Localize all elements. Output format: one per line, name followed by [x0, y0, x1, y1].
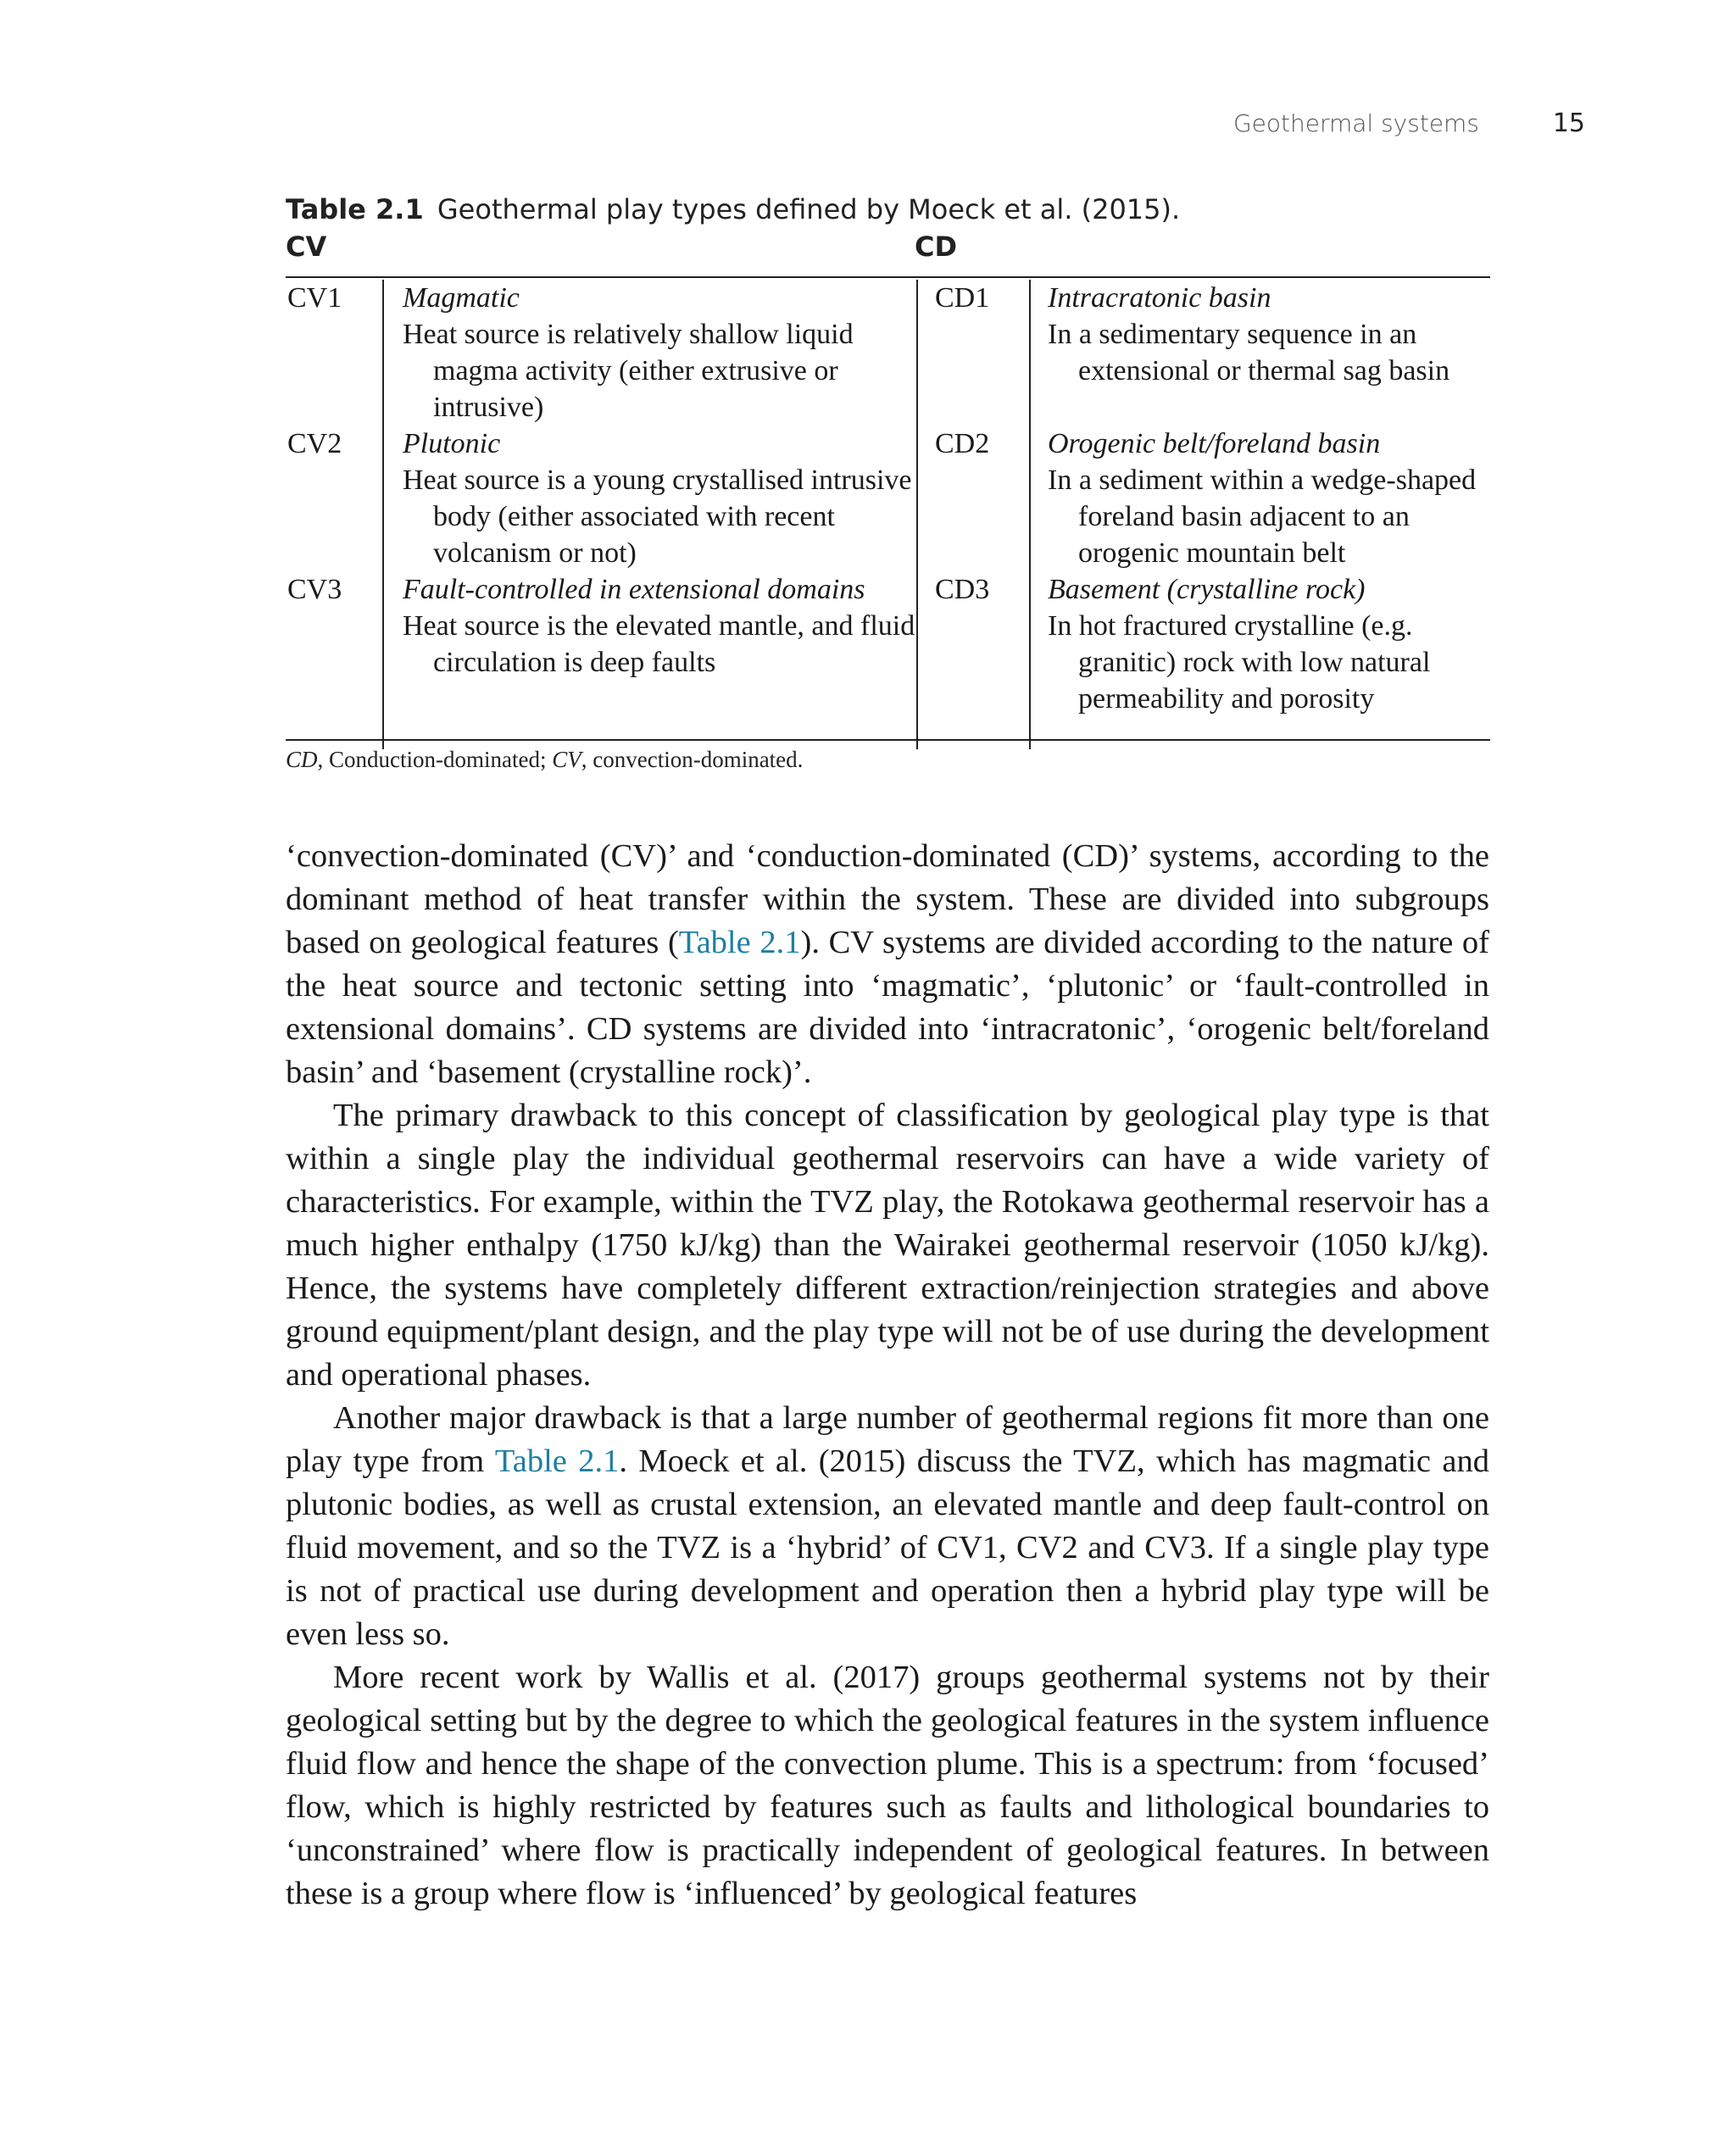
cd-code: CD2: [917, 425, 1030, 571]
cv-cell: [383, 280, 917, 425]
cd-code: CD1: [917, 280, 1030, 425]
cd-code: CD3: [917, 571, 1030, 749]
cv-title: Plutonic: [403, 428, 501, 459]
cv-description: Heat source is relatively shallow liquid magma activity (either extrusive or intrusive): [403, 319, 854, 423]
table-caption: [286, 193, 1180, 225]
paragraph-1-text-b: ). CV systems are divided according to the nature of the heat source and tectonic setting into ‘magmatic’, ‘plutonic’ or ‘fault-controlled in extensional domains’. CD systems are divided into ‘intracratonic’, ‘orogenic belt/foreland basin’ and ‘basement (crystalline rock)’.: [286, 925, 1490, 1090]
running-head: [1233, 108, 1585, 138]
footnote-cv-abbr: CV: [552, 747, 581, 772]
cd-title: Basement (crystalline rock): [1048, 574, 1366, 605]
cv-description: Heat source is a young crystallised intrusive body (either associated with recent volcanism or not): [403, 464, 912, 569]
cv-code: CV2: [287, 428, 342, 459]
paragraph-3: [286, 1397, 1489, 1656]
cv-code: CV1: [287, 282, 342, 314]
table-caption-text: Geothermal play types defined by Moeck et al. (2015).: [437, 193, 1181, 225]
table-caption-label: Table 2.1: [286, 193, 424, 225]
table-2-1-link[interactable]: Table 2.1: [678, 925, 801, 960]
paragraph-4: More recent work by Wallis et al. (2017) groups geothermal systems not by their geological setting but by the degree to which the geological features in the system influence fluid flow and hence the shape of the convection plume. This is a spectrum: from ‘focused’ flow, which is highly restricted by features such as faults and lithological boundaries to ‘unconstrained’ where flow is practically independent of geological features. In between these is a group where flow is ‘influenced’ by geological features: [286, 1660, 1489, 1911]
cv-title: Fault-controlled in extensional domains: [403, 574, 865, 605]
cd-description: In a sediment within a wedge-shaped foreland basin adjacent to an orogenic mountain belt: [1048, 464, 1477, 569]
table-top-rule: [286, 276, 1490, 278]
table-row: [286, 280, 1490, 425]
table-bottom-rule: [286, 739, 1490, 741]
footnote-cd-text: , Conduction-dominated;: [317, 747, 553, 772]
cd-cell: [1030, 425, 1490, 571]
paragraph-1: [286, 835, 1489, 1094]
play-types-table: [286, 280, 1490, 749]
cd-description: In hot fractured crystalline (e.g. granitic) rock with low natural permeability and porosity: [1048, 610, 1431, 715]
body-text: [286, 835, 1489, 1916]
table-2-1-link[interactable]: Table 2.1: [494, 1443, 620, 1479]
paragraph-3-text-a: Another major drawback is that a large number of geothermal regions fit more than one play type from: [286, 1400, 1489, 1479]
paragraph-3-text-b: . Moeck et al. (2015) discuss the TVZ, which has magmatic and plutonic bodies, as well as crustal extension, an elevated mantle and deep fault-control on fluid movement, and so the TVZ is a ‘hybrid’ of CV1, CV2 and CV3. If a single play type is not of practical use during development and operation then a hybrid play type will be even less so.: [286, 1443, 1490, 1652]
cd-title: Orogenic belt/foreland basin: [1048, 428, 1381, 459]
footnote-cd-abbr: CD: [286, 747, 318, 772]
cv-title: Magmatic: [403, 282, 520, 314]
cv-cell: [383, 425, 917, 571]
cv-code: CV3: [287, 574, 342, 605]
paragraph-2: The primary drawback to this concept of classification by geological play type is that within a single play the individual geothermal reservoirs can have a wide variety of characteristics. For example, within the TVZ play, the Rotokawa geothermal reservoir has a much higher enthalpy (1750 kJ/kg) than the Wairakei geothermal reservoir (1050 kJ/kg). Hence, the systems have completely different extraction/reinjection strategies and above ground equipment/plant design, and the play type will not be of use during the development and operational phases.: [286, 1098, 1489, 1393]
table-row: [286, 425, 1490, 571]
table-row: [286, 571, 1490, 749]
footnote-cv-text: , convection-dominated.: [581, 747, 804, 772]
running-title: Geothermal systems: [1232, 109, 1479, 137]
cd-cell: [1030, 571, 1490, 749]
cv-cell: [383, 571, 917, 749]
cd-description: In a sedimentary sequence in an extensional or thermal sag basin: [1048, 319, 1450, 386]
cd-cell: [1030, 280, 1490, 425]
table-footnote: [286, 747, 803, 773]
cd-title: Intracratonic basin: [1048, 282, 1271, 314]
page-number: 15: [1552, 108, 1585, 138]
cv-description: Heat source is the elevated mantle, and fluid circulation is deep faults: [403, 610, 915, 678]
paragraph-1-text-a: ‘convection-dominated (CV)’ and ‘conduction-dominated (CD)’ systems, according to the dominant method of heat transfer within the system. These are divided into subgroups based on geological features (: [286, 838, 1489, 960]
column-header-cd: CD: [915, 231, 958, 263]
column-header-cv: CV: [286, 231, 327, 263]
